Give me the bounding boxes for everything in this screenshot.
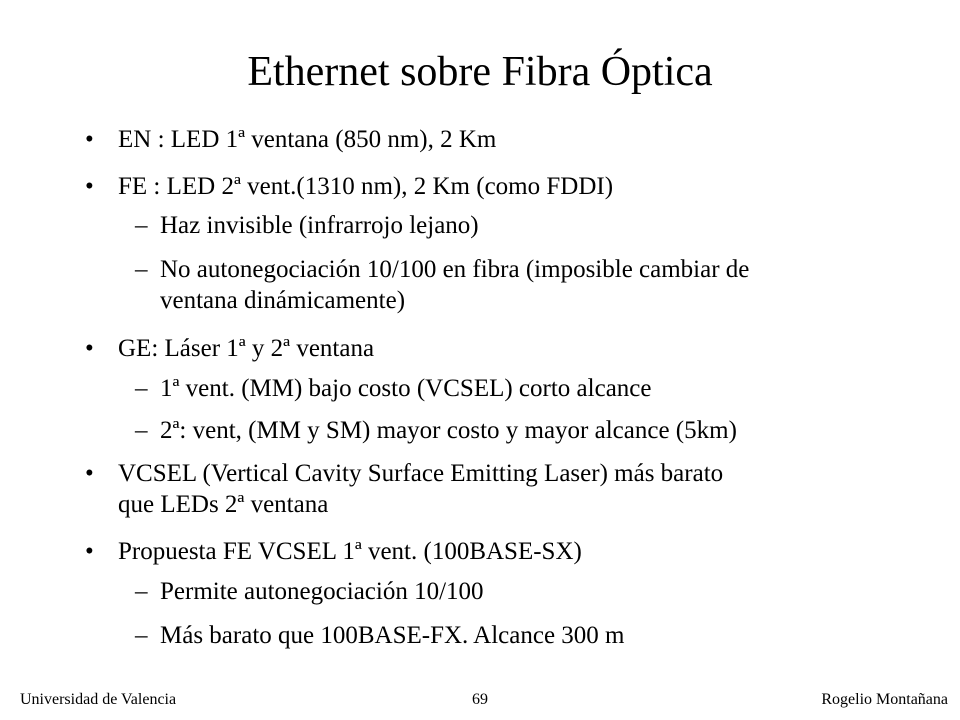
sub-bullet-text: Permite autonegociación 10/100: [160, 578, 484, 605]
sub-bullet-text: No autonegociación 10/100 en fibra (imposible cambiar de: [160, 256, 750, 283]
sub-bullet-text: 2ª: vent, (MM y SM) mayor costo y mayor alcance (5km): [160, 417, 737, 444]
sub-bullet-item: [135, 415, 737, 446]
bullet-text: EN : LED 1ª ventana (850 nm), 2 Km: [118, 126, 497, 153]
sub-bullet-text: 1ª vent. (MM) bajo costo (VCSEL) corto alcance: [160, 375, 652, 402]
sub-bullet-item: [135, 210, 479, 241]
sub-bullet-item: [135, 620, 625, 651]
sub-bullet-text: Más barato que 100BASE-FX. Alcance 300 m: [160, 622, 625, 649]
footer-page-number: 69: [472, 691, 488, 708]
bullet-marker: •: [85, 538, 94, 565]
sub-bullet-text: Haz invisible (infrarrojo lejano): [160, 212, 479, 239]
bullet-item: [85, 333, 375, 364]
bullet-marker: •: [85, 335, 94, 362]
bullet-text: que LEDs 2ª ventana: [118, 491, 329, 518]
slide-title: Ethernet sobre Fibra Óptica: [247, 49, 713, 95]
sub-bullet-item: [135, 373, 652, 404]
bullet-text: Propuesta FE VCSEL 1ª vent. (100BASE-SX): [118, 538, 582, 565]
sub-bullet-item: [135, 576, 484, 607]
bullet-marker: •: [85, 460, 94, 487]
bullet-text: FE : LED 2ª vent.(1310 nm), 2 Km (como FDDI): [118, 173, 614, 200]
dash-marker: –: [135, 212, 148, 239]
dash-marker: –: [135, 256, 148, 283]
dash-marker: –: [135, 417, 148, 444]
bullet-text: GE: Láser 1ª y 2ª ventana: [118, 335, 375, 362]
bullet-item: [85, 536, 582, 567]
bullet-item: [85, 124, 497, 155]
bullet-text: VCSEL (Vertical Cavity Surface Emitting Laser) más barato: [118, 460, 724, 487]
bullet-item: [85, 171, 614, 202]
sub-bullet-text: ventana dinámicamente): [160, 287, 406, 314]
bullet-item: [85, 458, 724, 520]
sub-bullet-item: [135, 254, 750, 316]
bullet-marker: •: [85, 173, 94, 200]
dash-marker: –: [135, 578, 148, 605]
dash-marker: –: [135, 375, 148, 402]
footer-author: Rogelio Montañana: [821, 691, 948, 708]
footer-institution: Universidad de Valencia: [20, 691, 177, 708]
dash-marker: –: [135, 622, 148, 649]
bullet-marker: •: [85, 126, 94, 153]
